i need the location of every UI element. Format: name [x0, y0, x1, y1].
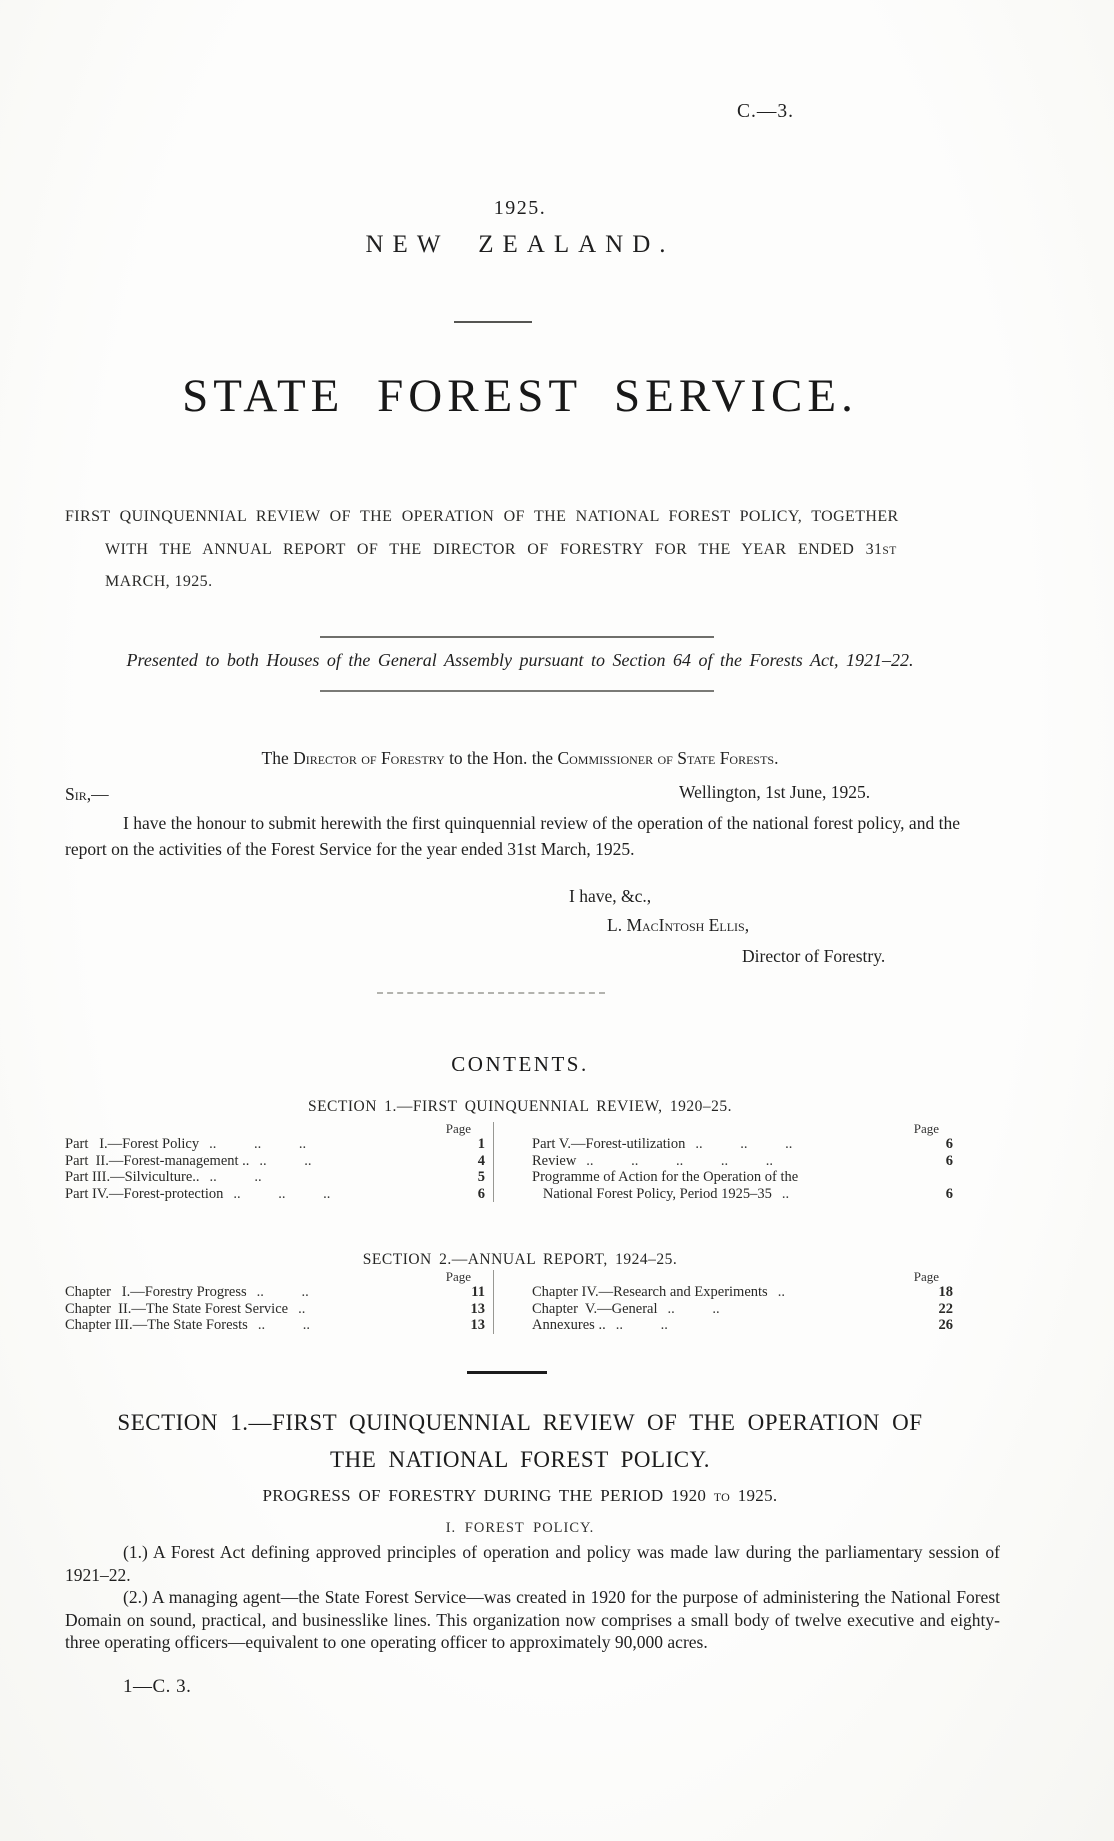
contents-section2-heading: SECTION 2.—ANNUAL REPORT, 1924–25. [362, 1251, 678, 1268]
page-column-header: Page [445, 1269, 471, 1284]
contents-table-section1 [65, 1122, 1005, 1202]
salutation-smallcaps: Commissioner of State Forests [557, 748, 775, 768]
toc-leader-dots: .. [777, 1284, 785, 1300]
toc-entry-label: Programme of Action for the Operation of the [532, 1169, 799, 1185]
salutation-text: to the Hon. the [444, 748, 558, 768]
toc-entry-label: Chapter III.—The State Forests [65, 1317, 248, 1333]
divider-rule [320, 636, 714, 638]
toc-row [532, 1186, 953, 1203]
toc-page-number: 13 [470, 1317, 485, 1333]
sir-text: S [65, 784, 75, 804]
section1-heading-line1: SECTION 1.—FIRST QUINQUENNIAL REVIEW OF THE OPERATION OF [117, 1410, 923, 1435]
toc-entry-label: Part IV.—Forest-protection [65, 1185, 224, 1202]
forest-policy-heading: I. FOREST POLICY. [445, 1520, 595, 1536]
page-column-header: Page [913, 1269, 939, 1284]
toc-row [532, 1153, 953, 1170]
toc-leader-dots: .. .. [256, 1284, 309, 1300]
signature-text: L. [607, 915, 627, 935]
letter-signature-title: Director of Forestry. [742, 946, 886, 966]
progress-text: PROGRESS OF FORESTRY DURING THE PERIOD 1920 [262, 1486, 714, 1505]
toc-leader-dots: .. .. [257, 1317, 310, 1333]
toc-page-number: 26 [938, 1317, 953, 1333]
toc-leader-dots: .. .. [209, 1169, 262, 1185]
toc-row [65, 1136, 485, 1153]
toc-row [65, 1284, 485, 1301]
toc-page-number: 18 [938, 1284, 953, 1300]
toc-leader-dots: .. .. .. [209, 1136, 307, 1152]
divider-rule-short [467, 1371, 547, 1374]
year-heading: 1925. [493, 197, 547, 219]
toc-leader-dots: .. .. .. .. .. [586, 1152, 774, 1169]
toc-page-number: 11 [471, 1284, 485, 1300]
toc-page-number: 6 [477, 1185, 485, 1202]
letter-body-paragraph: I have the honour to submit herewith the first quinquennial review of the operation of the national forest policy, and the report on the activities of the Forest Service for the year ended 31st March, 1925. [65, 813, 960, 859]
toc-row [532, 1169, 953, 1186]
toc-leader-dots: .. .. .. [695, 1136, 793, 1152]
page-column-header: Page [913, 1121, 939, 1136]
progress-subheading [0, 1486, 1040, 1506]
subtitle-line: MARCH, 1925. [105, 573, 213, 590]
page-column-header: Page [445, 1121, 471, 1136]
letter-valediction: I have, &c., [569, 886, 652, 906]
contents-heading: CONTENTS. [451, 1052, 589, 1076]
toc-entry-label: Part III.—Silviculture.. [65, 1169, 200, 1185]
toc-entry-label: Chapter IV.—Research and Experiments [532, 1284, 768, 1300]
toc-row [532, 1301, 953, 1318]
divider-rule [320, 690, 714, 692]
toc-entry-label: Part II.—Forest-management .. [65, 1152, 250, 1169]
toc-row [65, 1153, 485, 1170]
toc-page-number: 6 [945, 1185, 953, 1202]
presented-statement: Presented to both Houses of the General Assembly pursuant to Section 64 of the Forests Act, 1921–22. [126, 650, 914, 670]
subtitle-line [65, 541, 1003, 574]
toc-row [65, 1301, 485, 1318]
sir-text: ,— [86, 784, 109, 804]
toc-entry-label: Annexures .. [532, 1317, 606, 1333]
progress-smallcaps: to [713, 1486, 731, 1505]
subtitle-line: FIRST QUINQUENNIAL REVIEW OF THE OPERATION OF THE NATIONAL FOREST POLICY, TOGETHER [65, 508, 899, 525]
toc-page-number: 4 [477, 1152, 485, 1169]
divider-rule [454, 321, 532, 323]
toc-leader-dots: .. .. [259, 1152, 312, 1169]
letter-addressee [65, 784, 109, 805]
toc-leader-dots: .. [298, 1300, 306, 1317]
section1-heading-line2: THE NATIONAL FOREST POLICY. [330, 1447, 710, 1472]
ordinal-suffix: ST [882, 544, 897, 557]
toc-entry-label: Part I.—Forest Policy [65, 1136, 200, 1152]
letter-signature [607, 915, 749, 936]
toc-page-number: 6 [945, 1136, 953, 1152]
contents-table-section2 [65, 1270, 1005, 1334]
toc-entry-label: Chapter V.—General [532, 1300, 658, 1317]
footer-printer-signature: 1—C. 3. [123, 1676, 192, 1697]
letter-place-date: Wellington, 1st June, 1925. [679, 782, 871, 802]
toc-page-number: 13 [470, 1300, 485, 1317]
toc-page-number: 22 [938, 1300, 953, 1317]
toc-row [65, 1169, 485, 1186]
toc-page-number: 5 [477, 1169, 485, 1185]
toc-leader-dots: .. .. .. [233, 1185, 331, 1202]
signature-text: , [744, 915, 750, 935]
toc-row [532, 1136, 953, 1153]
toc-entry-label: Part V.—Forest-utilization [532, 1136, 686, 1152]
toc-leader-dots: .. .. [615, 1317, 668, 1333]
toc-row [532, 1284, 953, 1301]
toc-leader-dots: .. [781, 1185, 790, 1202]
salutation-text: . [774, 748, 779, 768]
salutation-smallcaps: Director of Forestry [293, 748, 445, 768]
sir-smallcaps: ir [74, 784, 87, 804]
toc-entry-label: Chapter I.—Forestry Progress [65, 1284, 247, 1300]
document-subtitle [65, 508, 1003, 606]
country-heading: NEW ZEALAND. [365, 231, 675, 258]
toc-row [65, 1317, 485, 1334]
letter-salutation [0, 748, 1040, 769]
contents-column-left [65, 1122, 494, 1202]
progress-text: 1925. [730, 1486, 778, 1505]
signature-smallcaps: MacIntosh Ellis [626, 915, 745, 935]
body-paragraph-2: (2.) A managing agent—the State Forest Service—was created in 1920 for the purpose of administering the National Forest Domain on sound, practical, and businesslike lines. This organization now comprises a small body of twelve executive and eighty-three operating officers—equivalent to one operating officer to approximately 90,000 acres. [65, 1587, 1000, 1652]
subtitle-text: WITH THE ANNUAL REPORT OF THE DIRECTOR OF FORESTRY FOR THE YEAR ENDED 31 [105, 540, 883, 558]
toc-leader-dots: .. .. [667, 1300, 720, 1317]
contents-column-right [494, 1270, 1005, 1334]
toc-page-number: 1 [477, 1136, 485, 1152]
document-title: STATE FOREST SERVICE. [182, 370, 858, 422]
toc-entry-label: National Forest Policy, Period 1925–35 [532, 1185, 772, 1202]
contents-section1-heading: SECTION 1.—FIRST QUINQUENNIAL REVIEW, 1920–25. [307, 1098, 733, 1115]
document-reference: C.—3. [737, 101, 795, 122]
toc-entry-label: Review [532, 1152, 577, 1169]
contents-column-right [494, 1122, 1005, 1202]
toc-page-number: 6 [945, 1152, 953, 1169]
divider-rule-dashed [377, 992, 605, 994]
toc-row [532, 1317, 953, 1334]
body-paragraph-1: (1.) A Forest Act defining approved principles of operation and policy was made law during the parliamentary session of 1921–22. [65, 1542, 1000, 1585]
toc-entry-label: Chapter II.—The State Forest Service [65, 1300, 289, 1317]
section1-heading [0, 1404, 1040, 1478]
toc-row [65, 1186, 485, 1203]
contents-column-left [65, 1270, 494, 1334]
salutation-text: The [261, 748, 294, 768]
